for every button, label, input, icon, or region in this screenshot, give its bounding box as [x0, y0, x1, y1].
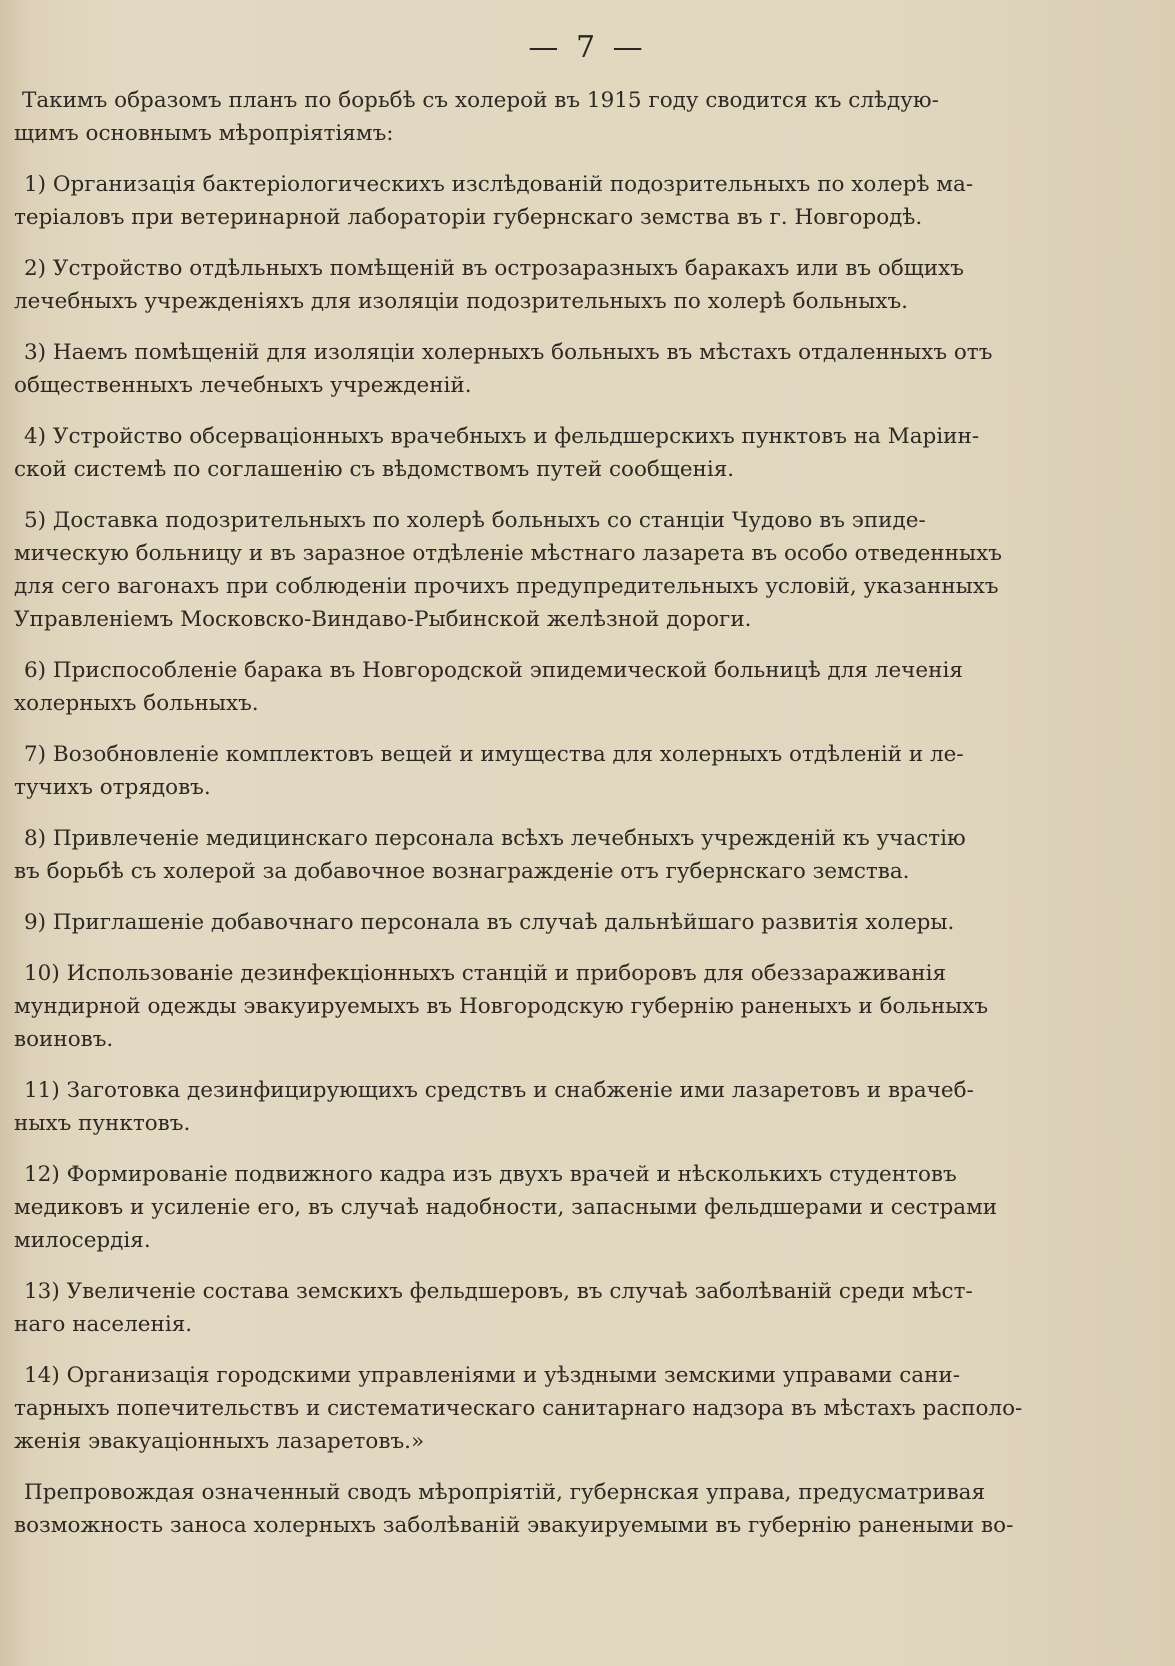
text-line: милосердія. — [14, 1228, 151, 1253]
measure-paragraph — [14, 957, 1144, 1056]
measure-paragraph — [14, 252, 1144, 318]
text-line: мическую больницу и въ заразное отдѣленіе мѣстнаго лазарета въ особо отведенныхъ — [14, 541, 1002, 566]
intro-paragraph — [14, 84, 1144, 150]
text-line: для сего вагонахъ при соблюденіи прочихъ предупредительныхъ условій, указанныхъ — [14, 574, 999, 599]
text-line: въ борьбѣ съ холерой за добавочное вознагражденіе отъ губернскаго земства. — [14, 859, 910, 884]
text-line: 11) Заготовка дезинфицирующихъ средствъ и снабженіе ими лазаретовъ и врачеб- — [24, 1078, 974, 1103]
text-line: 14) Организація городскими управленіями и уѣздными земскими управами сани- — [24, 1363, 961, 1388]
text-line: 12) Формированіе подвижного кадра изъ двухъ врачей и нѣсколькихъ студентовъ — [24, 1162, 957, 1187]
text-line: 6) Приспособленіе барака въ Новгородской эпидемической больницѣ для леченія — [24, 658, 963, 683]
text-line: 9) Приглашеніе добавочнаго персонала въ случаѣ дальнѣйшаго развитія холеры. — [24, 910, 955, 935]
text-line: 3) Наемъ помѣщеній для изоляціи холерныхъ больныхъ въ мѣстахъ отдаленныхъ отъ — [24, 340, 993, 365]
text-line: женія эвакуаціонныхъ лазаретовъ.» — [14, 1429, 425, 1454]
text-line: 1) Организація бактеріологическихъ изслѣдованій подозрительныхъ по холерѣ ма- — [24, 172, 974, 197]
measure-paragraph — [14, 168, 1144, 234]
text-line: наго населенія. — [14, 1312, 193, 1337]
measure-paragraph — [14, 1158, 1144, 1257]
measure-paragraph — [14, 504, 1144, 636]
measure-paragraph — [14, 1476, 1144, 1542]
text-line: 5) Доставка подозрительныхъ по холерѣ больныхъ со станціи Чудово въ эпиде- — [24, 508, 926, 533]
text-line: мундирной одежды эвакуируемыхъ въ Новгородскую губернію раненыхъ и больныхъ — [14, 994, 989, 1019]
body-text — [14, 84, 1144, 1560]
text-line: ныхъ пунктовъ. — [14, 1111, 191, 1136]
text-line: теріаловъ при ветеринарной лабораторіи губернскаго земства въ г. Новгородѣ. — [14, 205, 923, 230]
text-line: 7) Возобновленіе комплектовъ вещей и имущества для холерныхъ отдѣленій и ле- — [24, 742, 964, 767]
text-line: 8) Привлеченіе медицинскаго персонала всѣхъ лечебныхъ учрежденій къ участію — [24, 826, 966, 851]
measure-paragraph — [14, 420, 1144, 486]
text-line: тучихъ отрядовъ. — [14, 775, 211, 800]
text-line: Управленіемъ Московско-Виндаво-Рыбинской желѣзной дороги. — [14, 607, 752, 632]
text-line: Такимъ образомъ планъ по борьбѣ съ холерой въ 1915 году сводится къ слѣдую- — [22, 88, 939, 113]
measure-paragraph — [14, 1074, 1144, 1140]
text-line: 13) Увеличеніе состава земскихъ фельдшеровъ, въ случаѣ заболѣваній среди мѣст- — [24, 1279, 973, 1304]
text-line: тарныхъ попечительствъ и систематическаго санитарнаго надзора въ мѣстахъ располо- — [14, 1396, 1023, 1421]
measure-paragraph — [14, 654, 1144, 720]
text-line: лечебныхъ учрежденіяхъ для изоляціи подозрительныхъ по холерѣ больныхъ. — [14, 289, 909, 314]
measure-paragraph — [14, 1275, 1144, 1341]
measure-paragraph — [14, 1359, 1144, 1458]
text-line: 2) Устройство отдѣльныхъ помѣщеній въ острозаразныхъ баракахъ или въ общихъ — [24, 256, 964, 281]
text-line: холерныхъ больныхъ. — [14, 691, 259, 716]
measure-paragraph — [14, 336, 1144, 402]
text-line: общественныхъ лечебныхъ учрежденій. — [14, 373, 472, 398]
measure-paragraph — [14, 906, 1144, 939]
text-line: ской системѣ по соглашенію съ вѣдомствомъ путей сообщенія. — [14, 457, 735, 482]
text-line: Препровождая означенный сводъ мѣропріятій, губернская управа, предусматривая — [24, 1480, 986, 1505]
text-line: воиновъ. — [14, 1027, 114, 1052]
text-line: 10) Использованіе дезинфекціонныхъ станцій и приборовъ для обеззараживанія — [24, 961, 947, 986]
text-line: 4) Устройство обсерваціонныхъ врачебныхъ и фельдшерскихъ пунктовъ на Маріин- — [24, 424, 980, 449]
text-line: возможность заноса холерныхъ заболѣваній эвакуируемыми въ губернію ранеными во- — [14, 1513, 1014, 1538]
text-line: медиковъ и усиленіе его, въ случаѣ надобности, запасными фельдшерами и сестрами — [14, 1195, 998, 1220]
measure-paragraph — [14, 822, 1144, 888]
measure-paragraph — [14, 738, 1144, 804]
page-number: — 7 — — [528, 30, 647, 65]
text-line: щимъ основнымъ мѣропріятіямъ: — [14, 121, 394, 146]
